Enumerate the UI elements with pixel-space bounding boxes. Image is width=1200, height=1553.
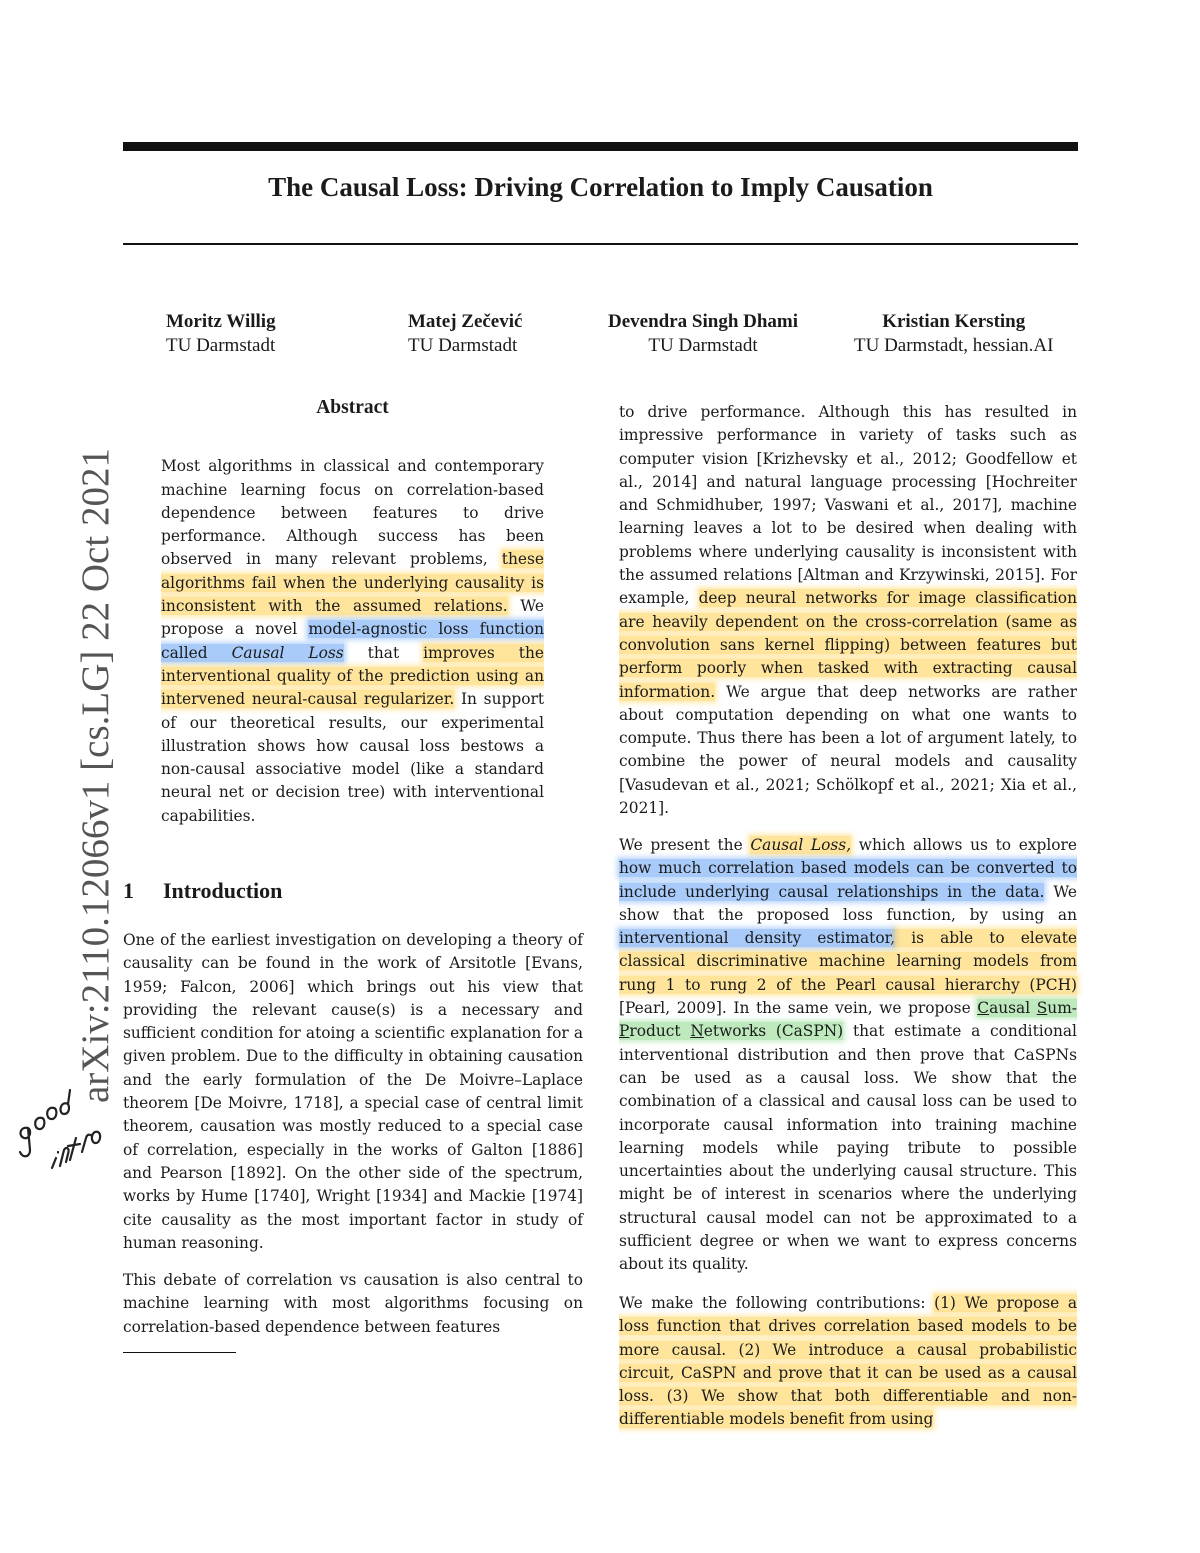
author-3 bbox=[608, 310, 798, 358]
highlight-yellow: improves the interventional quality of the prediction using an intervened neural-causal regularizer. bbox=[161, 643, 544, 709]
paragraph-text: to drive performance. Although this has resulted in impressive performance in variety of tasks such as computer vision [Krizhevsky et al., 2012; Goodfellow et al., 2014] and natural language processing [Hochreiter and Schmidhuber, 1997; Vaswani et al., 2017], machine learning leaves a lot to be desired when dealing with problems where underlying causality is inconsistent with the assumed relations [Altman and Krzywinski, 2015]. For example, bbox=[619, 403, 1077, 608]
paragraph-text: We make the following contributions: bbox=[619, 1294, 935, 1312]
author-affiliation: TU Darmstadt bbox=[408, 335, 518, 356]
author-name: Moritz Willig bbox=[166, 311, 276, 332]
causal-loss-term: Causal Loss bbox=[231, 643, 344, 662]
highlight-yellow: these algorithms fail when the underlying causality is inconsistent with the assumed relations. bbox=[161, 550, 544, 616]
right-paragraph-2 bbox=[619, 834, 1077, 1277]
abstract-text: that bbox=[343, 643, 424, 662]
highlight-yellow: is able to elevate classical discriminative machine learning models from rung 1 to rung 2 of the Pearl causal hierarchy (PCH) bbox=[619, 929, 1077, 994]
caspn-letter: S bbox=[1036, 999, 1048, 1018]
abstract-text: In support of our theoretical results, our experimental illustration shows how causal loss bestows a non-causal associative model (like a standard neural net or decision tree) with interventional capabilities. bbox=[161, 690, 544, 825]
abstract-body bbox=[161, 455, 544, 828]
right-paragraph-1 bbox=[619, 401, 1077, 820]
highlight-blue: how much correlation based models can be converted to include underlying causal relationships in the data. bbox=[619, 859, 1077, 901]
paragraph-text: We argue that deep networks are rather about computation depending on what one wants to compute. Thus there has been a lot of argument lately, to combine the power of neural models and causality [Vasudevan et al., 2021; Schölkopf et al., 2021; Xia et al., 2021]. bbox=[619, 682, 1077, 818]
paragraph-text: that estimate a conditional interventional distribution and then prove that CaSPNs can be used as a causal loss. We show that the combination of a classical and causal loss can be used to incorporate causal information into training machine learning models while paying tribute to possible uncertainties about the underlying causal structure. This might be of interest in scenarios where the underlying structural causal model can not be approximated to a sufficient degree or when we want to express concerns about its quality. bbox=[619, 1022, 1077, 1274]
highlight-yellow: Causal Loss, bbox=[750, 836, 852, 854]
handwritten-margin-note bbox=[6, 1088, 106, 1183]
caspn-letter: C bbox=[977, 999, 990, 1018]
highlight-text: model-agnostic loss function called bbox=[161, 620, 544, 662]
section-number: 1 bbox=[123, 878, 134, 903]
caspn-text: ausal bbox=[989, 999, 1037, 1018]
author-2 bbox=[408, 310, 522, 358]
paragraph-text: We present the bbox=[619, 836, 751, 854]
abstract bbox=[161, 396, 544, 828]
author-affiliation: TU Darmstadt bbox=[166, 335, 276, 356]
intro-paragraph-2 bbox=[123, 1269, 583, 1339]
paragraph-text: One of the earliest investigation on developing a theory of causality can be found in the work of Arsitotle [Evans, 1959; Falcon, 2006] which brings out his view that providing the relevant cause(s) is a necessary and sufficient condition for atoing a scientific explanation for a given problem. Due to the difficulty in obtaining causation and the early formulation of the De Moivre–Laplace theorem [De Moivre, 1718], a special case of central limit theorem, causation was mostly reduced to a special case of correlation, especially in the works of Galton [1886] and Pearson [1892]. On the other side of the spectrum, works by Hume [1740], Wright [1934] and Mackie [1974] cite causality as the most important factor in study of human reasoning. bbox=[123, 931, 583, 1252]
section-title: Introduction bbox=[163, 878, 283, 903]
paper-title: The Causal Loss: Driving Correlation to Imply Causation bbox=[268, 172, 933, 202]
section-heading-introduction bbox=[123, 878, 282, 904]
author-name: Matej Zečević bbox=[408, 311, 523, 332]
abstract-text: We propose a novel bbox=[161, 597, 544, 639]
author-1 bbox=[166, 310, 276, 358]
intro-paragraph-1 bbox=[123, 929, 583, 1255]
highlight-yellow: (1) We propose a loss function that drives correlation based models to be more causal. (2) We introduce a causal probabilistic circuit, CaSPN and prove that it can be used as a causal loss. (3) We show that both differentiable and non-differentiable models benefit from using bbox=[619, 1294, 1077, 1429]
caspn-letter: P bbox=[619, 1022, 630, 1041]
author-affiliation: TU Darmstadt bbox=[648, 335, 758, 356]
footnote-rule bbox=[123, 1352, 236, 1353]
author-name: Kristian Kersting bbox=[882, 311, 1026, 332]
author-affiliation: TU Darmstadt, hessian.AI bbox=[854, 335, 1054, 356]
highlight-blue: interventional density estimator, bbox=[619, 929, 896, 948]
arxiv-identifier-stamp: arXiv:2110.12066v1 [cs.LG] 22 Oct 2021 bbox=[74, 448, 117, 1103]
abstract-text: Most algorithms in classical and contemporary machine learning focus on correlation-based dependence between features to drive performance. Although success has been observed in many relevant problems, bbox=[161, 457, 544, 569]
paragraph-text: which allows us to explore bbox=[851, 836, 1077, 854]
title-rule-top bbox=[123, 142, 1078, 151]
paragraph-text: We show that the proposed loss function, by using an bbox=[619, 882, 1077, 924]
caspn-text: um- bbox=[1047, 999, 1077, 1018]
title-rule-bottom bbox=[123, 243, 1078, 245]
caspn-text: etworks (CaSPN) bbox=[703, 1022, 844, 1041]
abstract-heading: Abstract bbox=[316, 397, 389, 418]
caspn-text: roduct bbox=[629, 1022, 691, 1041]
author-name: Devendra Singh Dhami bbox=[608, 311, 799, 332]
right-paragraph-3 bbox=[619, 1292, 1077, 1432]
paragraph-text: This debate of correlation vs causation is also central to machine learning with most algorithms focusing on correlation-based dependence between features bbox=[123, 1271, 583, 1336]
author-4 bbox=[854, 310, 1053, 358]
caspn-letter: N bbox=[690, 1022, 704, 1041]
highlight-yellow: deep neural networks for image classification are heavily dependent on the cross-correlation (same as convolution sans kernel flipping) between features but perform poorly when tasked with extracting causal information. bbox=[619, 589, 1077, 701]
paragraph-text: [Pearl, 2009]. In the same vein, we propose bbox=[619, 999, 978, 1018]
